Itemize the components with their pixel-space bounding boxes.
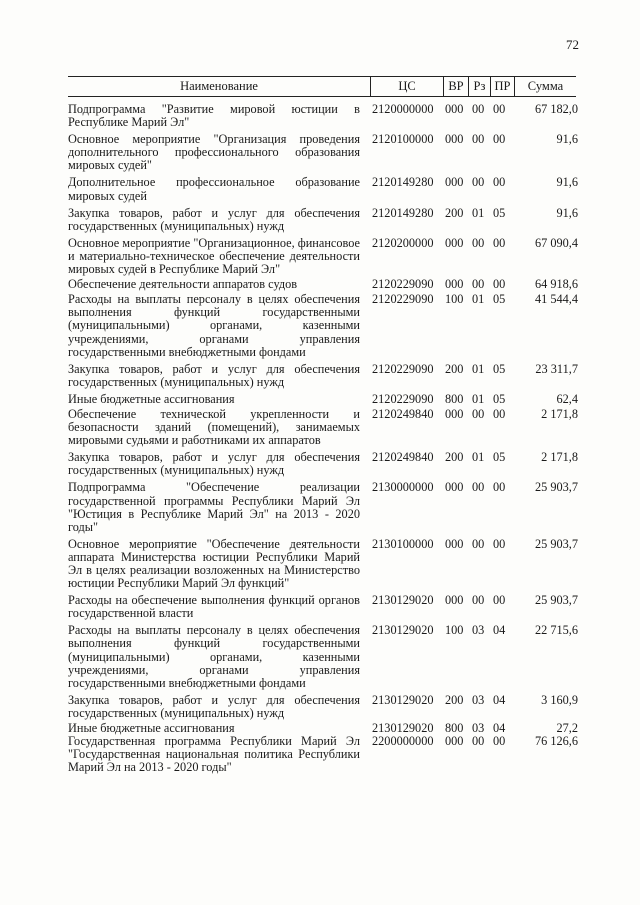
- row-rz: 01: [472, 205, 485, 220]
- row-rz: 00: [472, 536, 485, 551]
- row-pr: 00: [493, 277, 506, 292]
- row-name: Обеспечение деятельности аппаратов судов: [68, 277, 298, 292]
- row-rz: 03: [472, 623, 485, 638]
- row-name: Государственная программа Республики Марий Эл "Государственная национальная политика Республики Марий Эл на 2013 - 2020 годы": [68, 734, 360, 775]
- row-sum: 22 715,6: [534, 623, 578, 638]
- row-code: 2120149280: [372, 175, 434, 190]
- row-pr: 00: [493, 175, 506, 190]
- row-name: Закупка товаров, работ и услуг для обеспечения государственных (муниципальных) нужд: [68, 361, 360, 389]
- row-name: Расходы на обеспечение выполнения функций органов государственной власти: [68, 593, 360, 621]
- row-pr: 00: [493, 406, 506, 421]
- row-vr: 200: [445, 692, 464, 707]
- row-pr: 05: [493, 450, 506, 465]
- row-rz: 00: [472, 235, 485, 250]
- table-row: [68, 735, 578, 774]
- row-pr: 00: [493, 102, 506, 116]
- row-pr: 04: [493, 692, 506, 707]
- row-vr: 800: [445, 391, 464, 406]
- row-code: 2120149280: [372, 205, 434, 220]
- row-sum: 76 126,6: [534, 734, 578, 749]
- row-pr: 04: [493, 623, 506, 638]
- table-row: [68, 624, 578, 689]
- row-pr: 05: [493, 292, 506, 307]
- row-vr: 000: [445, 102, 464, 116]
- row-name: Закупка товаров, работ и услуг для обеспечения государственных (муниципальных) нужд: [68, 450, 360, 478]
- row-code: 2130129020: [372, 623, 434, 638]
- header-code: ЦС: [398, 79, 416, 93]
- row-name: Закупка товаров, работ и услуг для обеспечения государственных (муниципальных) нужд: [68, 692, 360, 720]
- row-name: Расходы на выплаты персоналу в целях обеспечения выполнения функций государственными (муниципальными) органами, казенными учреждениями, органами управления государственными внебюджетными фондами: [68, 623, 360, 690]
- table-row: [68, 176, 578, 202]
- row-code: 2120000000: [372, 102, 434, 116]
- row-name: Иные бюджетные ассигнования: [68, 391, 235, 406]
- row-vr: 100: [445, 292, 464, 307]
- table-row: [68, 408, 578, 447]
- row-sum: 41 544,4: [534, 292, 578, 307]
- row-code: 2120229090: [372, 391, 434, 406]
- header-sum: Сумма: [527, 79, 564, 93]
- row-pr: 00: [493, 132, 506, 147]
- row-sum: 91,6: [556, 205, 578, 220]
- row-rz: 00: [472, 132, 485, 147]
- table-row: [68, 481, 578, 533]
- table-row: [68, 207, 578, 233]
- row-code: 2120100000: [372, 132, 434, 147]
- header-name: Наименование: [180, 79, 258, 93]
- row-code: 2200000000: [372, 734, 434, 749]
- row-rz: 03: [472, 692, 485, 707]
- row-vr: 000: [445, 406, 464, 421]
- table-row: [68, 133, 578, 172]
- row-sum: 91,6: [556, 175, 578, 190]
- row-vr: 000: [445, 734, 464, 749]
- row-vr: 000: [445, 277, 464, 292]
- row-vr: 200: [445, 205, 464, 220]
- row-rz: 00: [472, 593, 485, 608]
- row-code: 2130100000: [372, 536, 434, 551]
- page-number: 72: [566, 37, 579, 52]
- row-rz: 00: [472, 406, 485, 421]
- row-pr: 05: [493, 205, 506, 220]
- row-rz: 00: [472, 480, 485, 495]
- row-name: Основное мероприятие "Организационное, финансовое и материально-техническое обеспечение деятельности мировых судей в Республике Марий Эл": [68, 235, 360, 277]
- row-sum: 91,6: [556, 132, 578, 147]
- row-code: 2130000000: [372, 480, 434, 495]
- row-pr: 00: [493, 480, 506, 495]
- row-rz: 00: [472, 175, 485, 190]
- row-sum: 23 311,7: [535, 361, 578, 376]
- row-pr: 04: [493, 721, 506, 736]
- table-row: [68, 694, 578, 720]
- row-rz: 00: [472, 102, 485, 116]
- row-vr: 800: [445, 721, 464, 736]
- row-vr: 000: [445, 593, 464, 608]
- row-name: Иные бюджетные ассигнования: [68, 721, 235, 736]
- row-rz: 01: [472, 391, 485, 406]
- row-name: Дополнительное профессиональное образование мировых судей: [68, 175, 360, 203]
- budget-table: [68, 103, 578, 774]
- row-vr: 000: [445, 536, 464, 551]
- row-pr: 00: [493, 734, 506, 749]
- header-vr: ВР: [448, 79, 464, 93]
- row-pr: 00: [493, 593, 506, 608]
- row-pr: 05: [493, 391, 506, 406]
- row-rz: 00: [472, 277, 485, 292]
- row-vr: 200: [445, 361, 464, 376]
- row-vr: 000: [445, 235, 464, 250]
- table-row: [68, 237, 578, 276]
- row-vr: 100: [445, 623, 464, 638]
- row-sum: 67 182,0: [534, 102, 578, 116]
- table-row: [68, 103, 578, 129]
- row-code: 2130129020: [372, 721, 434, 736]
- table-row: [68, 393, 578, 406]
- row-code: 2120229090: [372, 292, 434, 307]
- row-pr: 00: [493, 536, 506, 551]
- table-header: [68, 76, 576, 97]
- row-sum: 25 903,7: [534, 593, 578, 608]
- row-code: 2130129020: [372, 692, 434, 707]
- row-sum: 2 171,8: [541, 450, 578, 465]
- row-rz: 01: [472, 361, 485, 376]
- row-vr: 200: [445, 450, 464, 465]
- row-name: Подпрограмма "Развитие мировой юстиции в Республике Марий Эл": [68, 102, 360, 130]
- row-code: 2120249840: [372, 406, 434, 421]
- row-sum: 62,4: [556, 391, 578, 406]
- header-pr: ПР: [494, 79, 511, 93]
- row-name: Основное мероприятие "Организация проведения дополнительного профессионального образования мировых судей": [68, 132, 360, 173]
- table-row: [68, 538, 578, 590]
- row-pr: 05: [493, 361, 506, 376]
- row-name: Расходы на выплаты персоналу в целях обеспечения выполнения функций государственными (муниципальными) органами, казенными учреждениями, органами управления государственными внебюджетными фондами: [68, 292, 360, 359]
- row-code: 2130129020: [372, 593, 434, 608]
- table-row: [68, 451, 578, 477]
- row-sum: 64 918,6: [534, 277, 578, 292]
- header-rz: Рз: [473, 79, 486, 93]
- row-vr: 000: [445, 175, 464, 190]
- row-code: 2120200000: [372, 235, 434, 250]
- row-sum: 3 160,9: [541, 692, 578, 707]
- row-sum: 27,2: [556, 721, 578, 736]
- row-rz: 03: [472, 721, 485, 736]
- table-row: [68, 594, 578, 620]
- row-name: Закупка товаров, работ и услуг для обеспечения государственных (муниципальных) нужд: [68, 205, 360, 233]
- row-sum: 25 903,7: [534, 480, 578, 495]
- row-code: 2120229090: [372, 361, 434, 376]
- row-code: 2120229090: [372, 277, 434, 292]
- row-pr: 00: [493, 235, 506, 250]
- row-sum: 25 903,7: [534, 536, 578, 551]
- table-row: [68, 363, 578, 389]
- table-row: [68, 293, 578, 358]
- row-name: Основное мероприятие "Обеспечение деятельности аппарата Министерства юстиции Республики Марий Эл в целях реализации возложенных на Министерство юстиции Республики Марий Эл функций": [68, 536, 360, 591]
- row-rz: 01: [472, 450, 485, 465]
- row-sum: 2 171,8: [541, 406, 578, 421]
- table-row: [68, 278, 578, 291]
- row-vr: 000: [445, 132, 464, 147]
- row-code: 2120249840: [372, 450, 434, 465]
- row-vr: 000: [445, 480, 464, 495]
- row-rz: 01: [472, 292, 485, 307]
- row-sum: 67 090,4: [534, 235, 578, 250]
- row-name: Обеспечение технической укрепленности и безопасности зданий (помещений), занимаемых мировыми судьями и работниками их аппаратов: [68, 406, 360, 448]
- row-rz: 00: [472, 734, 485, 749]
- row-name: Подпрограмма "Обеспечение реализации государственной программы Республики Марий Эл "Юстиция в Республике Марий Эл" на 2013 - 2020 годы": [68, 480, 360, 534]
